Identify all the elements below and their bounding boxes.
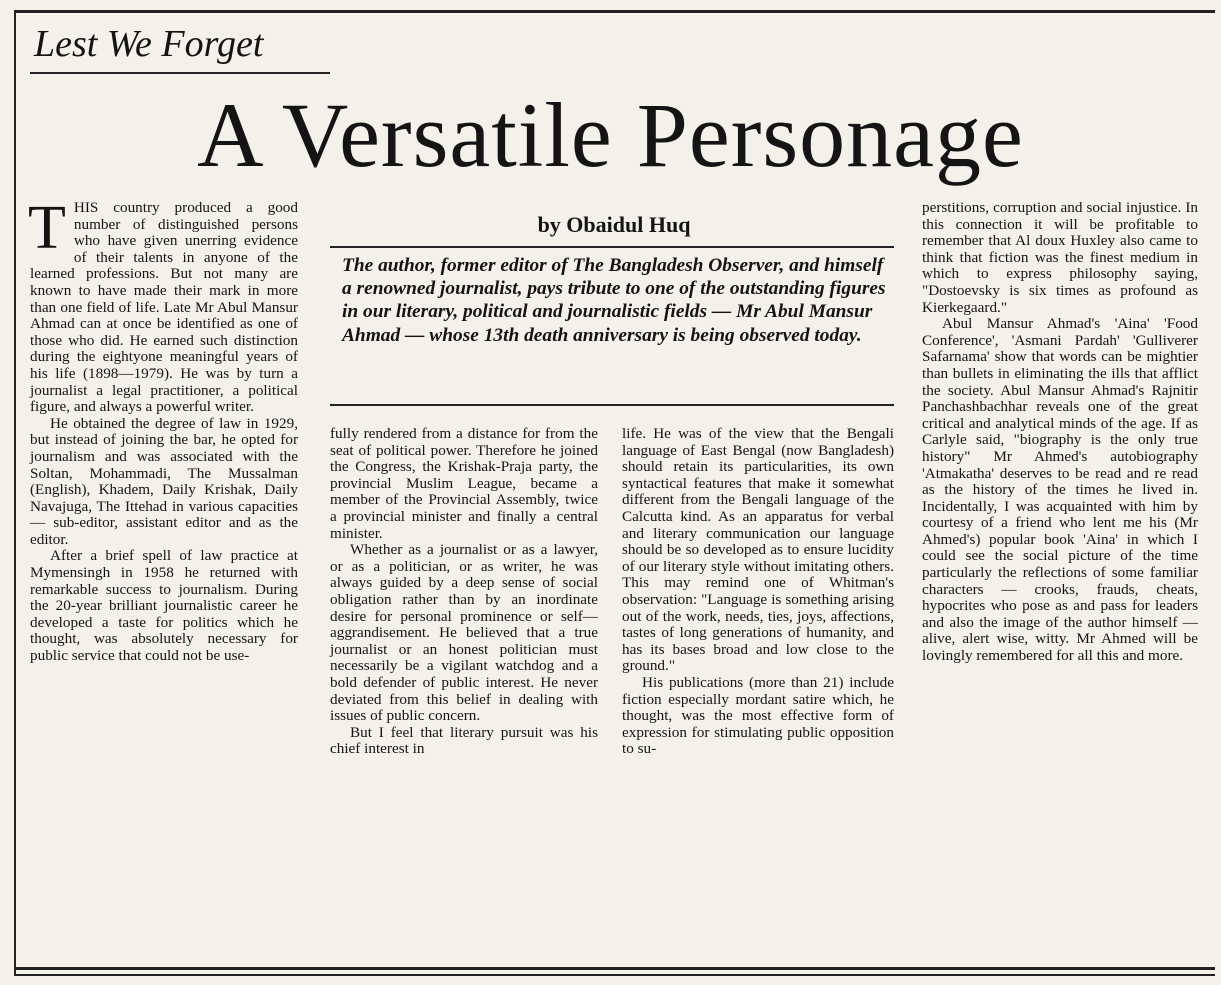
article-paragraph: perstitions, corruption and social injustice. In this connection it will be profitable to remember that Al doux Huxley also came to think that fiction was the finest medium in which to express philosophy saying, "Dostoevsky is six times as profound as Kierkegaard." (922, 199, 1198, 316)
article-column-2 (330, 426, 598, 758)
paragraph-text: HIS country produced a good number of distinguished persons who have given unerring evidence of their talents in anyone of the learned professions. But not many are known to have made their mark in more than one field of life. Late Mr Abul Mansur Ahmad can at once be identified as one of those who did. He earned such distinction during the eightyone meaningful years of his life (1898—1979). He was by turn a journalist a legal practitioner, a political figure, and always a powerful writer. (30, 199, 298, 416)
article-paragraph: He obtained the degree of law in 1929, but instead of joining the bar, he opted for journalism and was associated with the Soltan, Mohammadi, The Mussalman (English), Khadem, Daily Krishak, Daily Navajuga, The Ittehad in various capacities — sub-editor, assistant editor and as the editor. (30, 414, 298, 548)
kicker-underline (30, 72, 330, 74)
section-kicker: Lest We Forget (34, 23, 264, 65)
article-paragraph: Abul Mansur Ahmad's 'Aina' 'Food Conference', 'Asmani Pardah' 'Gulliverer Safarnama' show that words can be mightier than bullets in eliminating the ills that afflict the society. Abul Mansur Ahmad's Rajnitir Panchashbachhar reveals one of the great critical and analytical minds of the age. If as Carlyle said, "biography is the only true history" Mr Ahmed's autobiography 'Atmakatha' deserves to be read and re read as the history of the times he lived in. Incidentally, I was acquainted with him by courtesy of a friend who lent me his (Mr Ahmed's) popular book 'Aina' in which I could see the social picture of the time particularly the reflections of some familiar characters — crooks, frauds, cheats, hypocrites who pose as and pass for leaders and also the image of the author himself — alive, alert wise, witty. Mr Ahmed will be lovingly remembered for all this and more. (922, 315, 1198, 665)
article-paragraph: fully rendered from a distance for from the seat of political power. Therefore he joined the Congress, the Krishak-Praja party, the provincial Muslim League, became a member of the Provincial Assembly, twice a provincial minister and finally a central minister. (330, 425, 598, 542)
article-column-3 (622, 426, 894, 758)
article-paragraph: life. He was of the view that the Bengali language of East Bengal (now Bangladesh) should retain its particularities, its own syntactical features that make it somewhat different from the Bengali language of the Calcutta kind. As an apparatus for verbal and literary communication our language should be so developed as to ensure lucidity of our literary style without imitating others. This may remind one of Whitman's observation: "Language is something arising out of the work, needs, ties, joys, affections, tastes of long generations of humanity, and has its bases broad and low close to the ground." (622, 425, 894, 675)
top-border-rule (14, 10, 1215, 13)
byline: by Obaidul Huq (537, 212, 691, 237)
standfirst: The author, former editor of The Bangladesh Observer, and himself a renowned journalist, pays tribute to one of the outstanding figures in our literary, political and journalistic fields — Mr Abul Mansur Ahmad — whose 13th death anniversary is being observed today. (342, 255, 886, 346)
article-column-4 (922, 200, 1198, 665)
drop-cap: T (28, 194, 66, 262)
article-column-1 (28, 194, 298, 665)
bottom-border-rule-thin (14, 974, 1215, 976)
article-paragraph: Whether as a journalist or as a lawyer, or as a politician, or as writer, he was always guided by a deep sense of social obligation rather than by an inordinate desire for personal prominence or self—aggrandisement. He believed that a true journalist or an honest politician must necessarily be a vigilant watchdog and a bold defender of public interest. He never deviated from this belief in dealing with issues of public concern. (330, 541, 598, 725)
article-paragraph: But I feel that literary pursuit was his chief interest in (330, 723, 598, 758)
standfirst-rule-top (330, 246, 894, 248)
article-paragraph: His publications (more than 21) include fiction especially mordant satire which, he thought, was the most effective form of expression for stimulating public opposition to su- (622, 673, 894, 758)
article-paragraph (28, 194, 298, 416)
article-paragraph: After a brief spell of law practice at Mymensingh in 1958 he returned with remarkable success to journalism. During the 20-year brilliant journalistic career he developed a taste for politics which he thought, was absolutely necessary for public service that could not be use- (30, 547, 298, 665)
headline: A Versatile Personage (197, 84, 1024, 186)
bottom-border-rule (14, 967, 1215, 970)
standfirst-rule-bottom (330, 404, 894, 406)
